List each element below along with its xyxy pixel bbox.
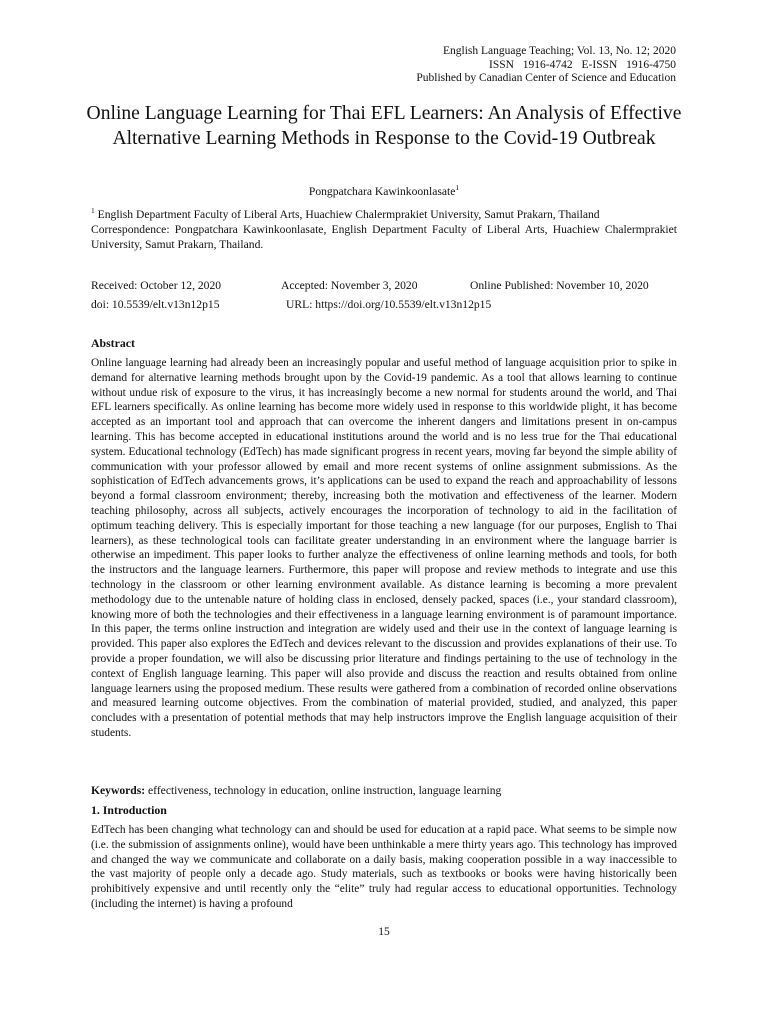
page-number: 15 bbox=[378, 925, 390, 938]
journal-line: English Language Teaching; Vol. 13, No. 12; 2020 bbox=[442, 45, 676, 57]
issn-line: ISSN 1916-4742 E-ISSN 1916-4750 bbox=[489, 58, 676, 71]
correspondence: Correspondence: Pongpatchara Kawinkoonlasate, English Department Faculty of Liberal Arts, Huachiew Chalermprakiet University, Samut Prakarn, Thailand. bbox=[91, 223, 677, 251]
affiliation bbox=[91, 203, 600, 223]
paper-title: Online Language Learning for Thai EFL Learners: An Analysis of Effective Alternative Learning Methods in Response to the Covid-19 Outbreak bbox=[86, 103, 682, 149]
running-header bbox=[416, 45, 676, 86]
published-date: Online Published: November 10, 2020 bbox=[470, 279, 649, 292]
affiliation-text: English Department Faculty of Liberal Arts, Huachiew Chalermprakiet University, Samut Prakarn, Thailand bbox=[97, 207, 600, 221]
keywords-text: effectiveness, technology in education, online instruction, language learning bbox=[148, 784, 502, 797]
publisher-line: Published by Canadian Center of Science and Education bbox=[416, 72, 676, 85]
affiliation-marker: 1 bbox=[91, 206, 95, 215]
abstract-text: Online language learning had already been an increasingly popular and useful method of language acquisition prior to spike in demand for alternative learning methods brought upon by the Covid-19 pandemic. As a tool that allows learning to continue without undue risk of exposure to the virus, it has increasingly become a new normal for students around the world, and Thai EFL learners specifically. As online learning has become more widely used in response to this worldwide plight, it has become accepted as an important tool and approach that can overcome the inherent dangers and limitations present in on-campus learning. This has become accepted in educational institutions around the world and is no less true for the Thai educational system. Educational technology (EdTech) has made significant progress in recent years, moving far beyond the simple ability of communication with your professor allowed by email and more recent systems of online assignment submissions. As the sophistication of EdTech advancements grows, it’s applications can be used to expand the reach and approachability of lessons beyond a formal classroom environment; thereby, increasing both the motivation and effectiveness of the learner. Modern teaching philosophy, across all subjects, actively encourages the incorporation of technology to aid in the facilitation of optimum teaching delivery. This is especially important for those teaching a new language (for our purposes, English to Thai learners), as these technological tools can facilitate greater understanding in an environment where the language barrier is otherwise an impediment. This paper looks to further analyze the effectiveness of online learning methods and tools, for both the instructors and the language learners. Furthermore, this paper will propose and review methods to integrate and use this technology in the classroom or other learning environment available. As distance learning is becoming a more prevalent methodology due to the untenable nature of holding class in enclosed, densely packed, spaces (i.e., your standard classroom), knowing more of both the technologies and their effectiveness in a language learning environment is of paramount importance. In this paper, the terms online instruction and integration are widely used and their use in the context of language learning is provided. This paper also explores the EdTech and devices relevant to the discussion and provides explanations of their use. To provide a proper foundation, we will also be discussing prior literature and findings pertaining to the use of technology in the context of English language learning. This paper will also provide and discuss the reaction and results obtained from online language learners using the proposed medium. These results were gathered from a combination of recorded online observations and measured learning outcome objectives. From the combination of material provided, studied, and analyzed, this paper concludes with a presentation of potential methods that may help instructors improve the English language acquisition of their students. bbox=[91, 357, 677, 739]
doi: doi: 10.5539/elt.v13n12p15 bbox=[91, 298, 220, 311]
received-date: Received: October 12, 2020 bbox=[91, 279, 222, 292]
author-line bbox=[84, 183, 684, 198]
author-name: Pongpatchara Kawinkoonlasate bbox=[308, 184, 456, 198]
introduction-text: EdTech has been changing what technology can and should be used for education at a rapid pace. What seems to be simple now (i.e. the submission of assignments online), would have been unthinkable a mere thirty years ago. This technology has improved and changed the way we communicate and collaborate on a daily basis, making cooperation possible in a way inaccessible to the vast majority of people only a decade ago. Study materials, such as textbooks or books were having historically been prohibitively expensive and until recently only the “elite” truly had regular access to educational opportunities. Technology (including the internet) is having a profound bbox=[91, 824, 677, 910]
doi-url[interactable]: URL: https://doi.org/10.5539/elt.v13n12p15 bbox=[286, 298, 492, 311]
accepted-date: Accepted: November 3, 2020 bbox=[281, 279, 418, 292]
abstract-heading: Abstract bbox=[91, 336, 135, 350]
keywords bbox=[91, 784, 501, 797]
author-marker: 1 bbox=[455, 183, 460, 192]
keywords-label: Keywords: bbox=[91, 784, 146, 797]
introduction-heading: 1. Introduction bbox=[91, 803, 167, 817]
